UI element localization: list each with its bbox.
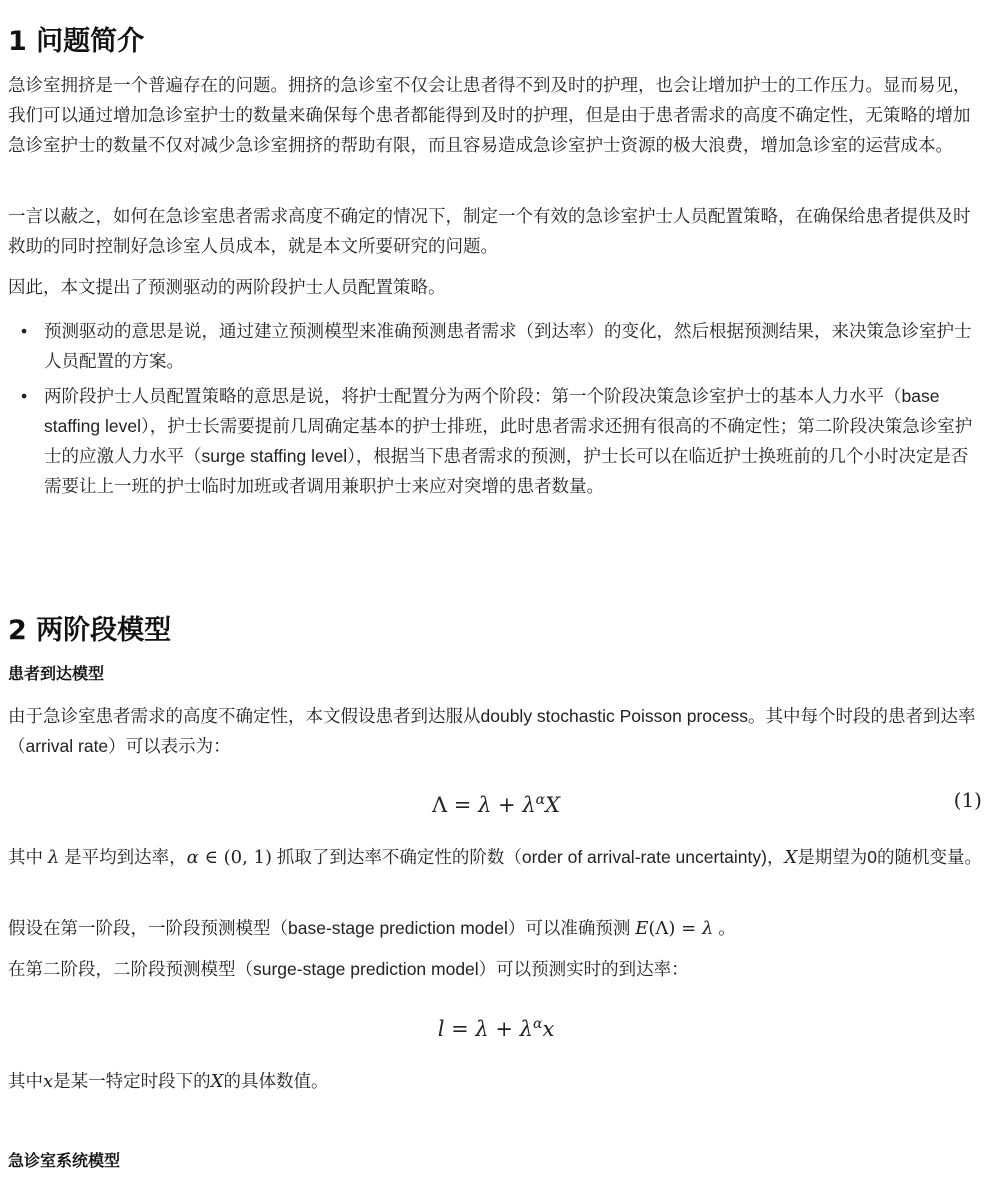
text-fragment: 是平均到达率， — [59, 847, 187, 867]
equation-2-formula: $l = \lambda + \lambda^\alpha x$ — [437, 1016, 555, 1041]
math-x: X — [784, 847, 798, 868]
base-stage-paragraph — [8, 913, 983, 944]
bullet-dot-icon: • — [21, 321, 28, 341]
strategy-bullet-list — [8, 316, 983, 501]
math-x-lower: x — [43, 1071, 54, 1092]
text-fragment: 抓取了到达率不确定性的阶数（order of arrival-rate uncertainty)， — [272, 847, 785, 867]
section-1-paragraph-2: 一言以蔽之，如何在急诊室患者需求高度不确定的情况下，制定一个有效的急诊室护士人员配置策略，在确保给患者提供及时救助的同时控制好急诊室人员成本，就是本文所要研究的问题。 — [8, 206, 971, 256]
bullet-text: 预测驱动的意思是说，通过建立预测模型来准确预测患者需求（到达率）的变化，然后根据预测结果，来决策急诊室护士人员配置的方案。 — [44, 321, 972, 371]
patient-arrival-model-subheading: 患者到达模型 — [8, 664, 105, 683]
text-fragment: 其中 — [8, 1071, 43, 1091]
section-1-paragraph-1: 急诊室拥挤是一个普遍存在的问题。拥挤的急诊室不仅会让患者得不到及时的护理，也会让增加护士的工作压力。显而易见，我们可以通过增加急诊室护士的数量来确保每个患者都能得到及时的护理，但是由于患者需求的高度不确定性，无策略的增加急诊室护士的数量不仅对减少急诊室拥挤的帮助有限，而且容易造成急诊室护士资源的极大浪费，增加急诊室的运营成本。 — [8, 75, 971, 155]
text-fragment: 是期望为0的随机变量。 — [797, 847, 983, 867]
arrival-model-paragraph: 由于急诊室患者需求的高度不确定性，本文假设患者到达服从doubly stochastic Poisson process。其中每个时段的患者到达率（arrival rate）可以表示为： — [8, 706, 976, 756]
realization-paragraph — [8, 1066, 983, 1097]
variable-definition-paragraph — [8, 842, 983, 873]
text-fragment: 的具体数值。 — [223, 1071, 329, 1091]
ed-system-model-subheading: 急诊室系统模型 — [8, 1151, 121, 1170]
bullet-dot-icon: • — [21, 386, 28, 406]
section-1-paragraph-3: 因此，本文提出了预测驱动的两阶段护士人员配置策略。 — [8, 277, 446, 297]
section-2-heading: 2 两阶段模型 — [8, 615, 172, 646]
equation-1-formula: $\Lambda = \lambda + \lambda^\alpha X$ — [431, 792, 561, 817]
math-expectation: E(Λ) = λ — [635, 918, 714, 939]
math-x-upper: X — [210, 1071, 224, 1092]
text-fragment: 假设在第一阶段，一阶段预测模型（base-stage prediction model）可以准确预测 — [8, 918, 636, 938]
bullet-item-prediction-driven — [8, 316, 983, 376]
text-fragment: 。 — [713, 918, 736, 938]
equation-1-number: (1) — [953, 788, 982, 812]
surge-stage-paragraph: 在第二阶段，二阶段预测模型（surge-stage prediction model）可以预测实时的到达率： — [8, 959, 689, 979]
math-alpha-range: α ∈ (0, 1) — [186, 847, 273, 868]
text-fragment: 其中 — [8, 847, 48, 867]
text-fragment: 是某一特定时段下的 — [53, 1071, 211, 1091]
math-lambda: λ — [47, 847, 60, 868]
equation-1 — [0, 780, 992, 820]
section-1-heading: 1 问题简介 — [8, 26, 145, 57]
bullet-item-two-stage — [8, 381, 983, 501]
bullet-text: 两阶段护士人员配置策略的意思是说，将护士配置分为两个阶段：第一个阶段决策急诊室护士的基本人力水平（base staffing level），护士长需要提前几周确定基本的护士排班，此时患者需求还拥有很高的不确定性；第二阶段决策急诊室护士的应激人力水平（surge staffing level），根据当下患者需求的预测，护士长可以在临近护士换班前的几个小时决定是否需要让上一班的护士临时加班或者调用兼职护士来应对突增的患者数量。 — [44, 386, 973, 496]
equation-2 — [0, 1004, 992, 1044]
